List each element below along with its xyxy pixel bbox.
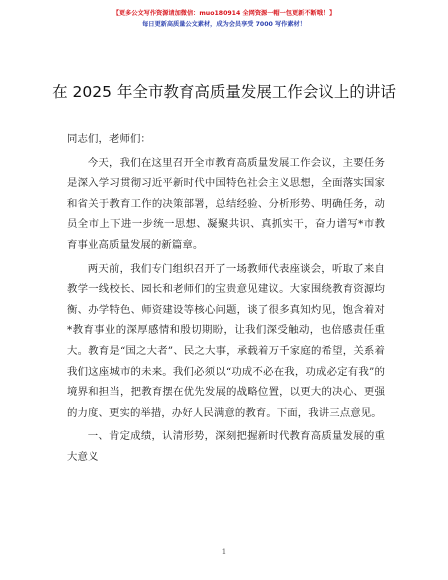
paragraph-2: 两天前，我们专门组织召开了一场教师代表座谈会，听取了来自教学一线校长、园长和老师们的宝贵意见建议。大家围绕教育资源均衡、办学特色、师资建设等核心问题，谈了很多真知灼见，饱含着对*教育事业的深厚感情和殷切期盼，让我们深受触动，也倍感责任重大。教育是“国之大者”、民之大事，承载着万千家庭的希望，关系着我们这座城市的未来。我们必须以“功成不必在我，功成必定有我”的境界和担当，把教育摆在优先发展的战略位置，以更大的决心、更强的力度、更实的举措，办好人民满意的教育。下面，我讲三点意见。 [67,262,385,419]
document-body [67,129,385,468]
section-heading-1: 一、肯定成绩，认清形势，深刻把握新时代教育高质量发展的重大意义 [67,430,385,463]
paragraph-1: 今天，我们在这里召开全市教育高质量发展工作会议，主要任务是深入学习贯彻习近平新时代中国特色社会主义思想，全面落实国家和省关于教育工作的决策部署，总结经验、分析形势、明确任务，动员全市上下进一步统一思想、凝聚共识、真抓实干，奋力谱写*市教育事业高质量发展的新篇章。 [67,156,385,251]
salutation: 同志们，老师们： [67,133,151,145]
page-number: 1 [221,548,227,556]
promo-banner-line-1: 【更多公文写作资源请加微信：muo180914 全网资源一帽一包更新不断哦！】 [112,10,336,17]
promo-banner [0,8,448,30]
promo-banner-line-2: 每日更新高质量公文素材，成为会员享受 7000 写作素材！ [142,21,306,28]
document-title: 在 2025 年全市教育高质量发展工作会议上的讲话 [52,83,396,101]
